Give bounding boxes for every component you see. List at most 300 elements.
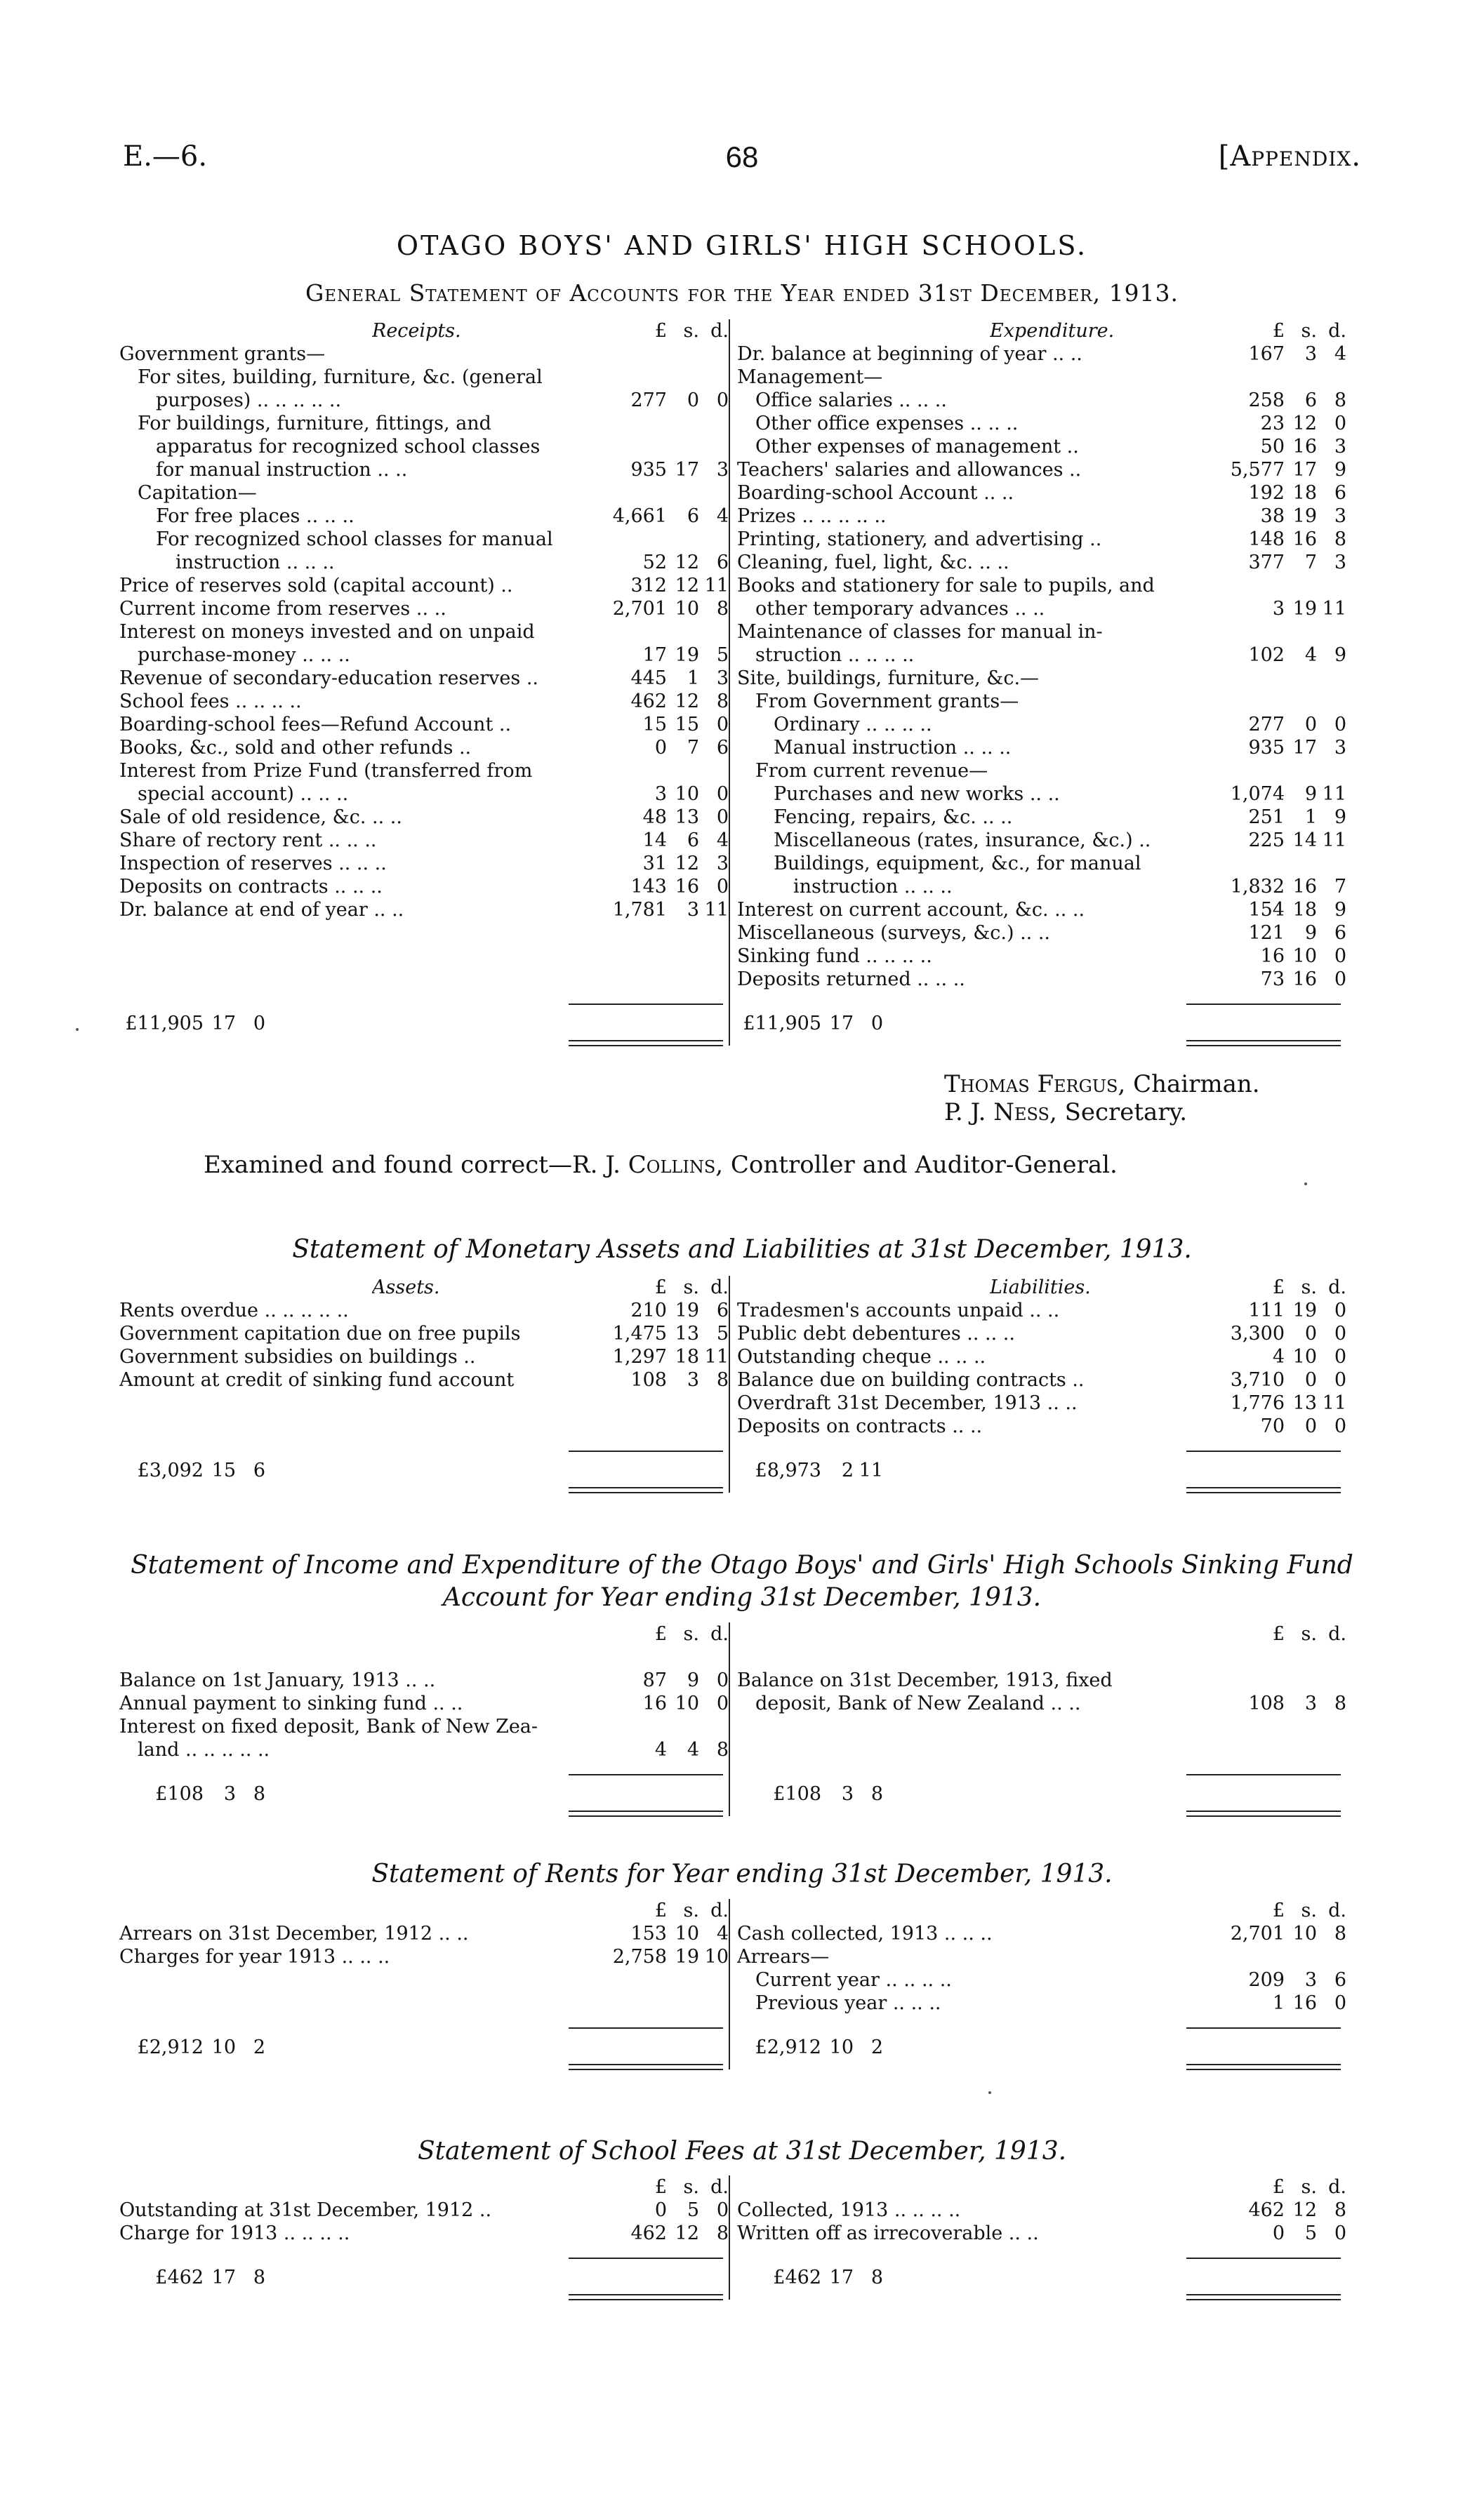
ledger-row bbox=[119, 875, 729, 898]
amount-pence: 8 bbox=[716, 2222, 729, 2244]
amount-pounds: 445 bbox=[630, 667, 667, 689]
amount-shillings: 6 bbox=[687, 505, 699, 527]
amount-shillings: 10 bbox=[211, 2036, 236, 2058]
amount bbox=[583, 2175, 729, 2199]
amount-pounds: 5,577 bbox=[1230, 459, 1285, 481]
ledger-row bbox=[737, 829, 1348, 852]
amount-pence: 11 bbox=[1322, 598, 1346, 620]
left-column-heading: Assets. bbox=[372, 1276, 440, 1298]
total-double-rule bbox=[569, 2294, 723, 2300]
amount-pence: d. bbox=[1328, 1900, 1346, 1921]
ledger-row bbox=[737, 898, 1348, 921]
amount-shillings: 12 bbox=[675, 575, 699, 596]
column-header-row bbox=[737, 1276, 1348, 1299]
amount-pounds: 4,661 bbox=[612, 505, 667, 527]
sinking-fund-table bbox=[119, 1622, 1355, 1826]
ledger-row bbox=[119, 829, 729, 852]
amount-pounds: 277 bbox=[1248, 714, 1285, 735]
amount-pounds: £ bbox=[1272, 320, 1285, 342]
row-label: Public debt debentures .. .. .. bbox=[737, 1323, 1015, 1345]
column-header-row bbox=[119, 1622, 729, 1646]
amount-shillings: 14 bbox=[1292, 829, 1317, 851]
general-statement-table bbox=[119, 319, 1355, 1063]
amount-shillings: 0 bbox=[1304, 1323, 1317, 1345]
amount-pounds: £ bbox=[654, 1276, 667, 1298]
amount bbox=[583, 782, 729, 806]
amount-pounds: 153 bbox=[630, 1923, 667, 1945]
row-label: Arrears on 31st December, 1912 .. .. bbox=[119, 1923, 469, 1945]
amount-pounds: £ bbox=[654, 2176, 667, 2198]
amount-pounds: 17 bbox=[642, 644, 667, 666]
amount-pounds: 48 bbox=[642, 806, 667, 828]
ledger-row bbox=[737, 2222, 1348, 2245]
school-fees-table bbox=[119, 2175, 1355, 2344]
row-label: purposes) .. .. .. .. .. bbox=[156, 389, 342, 411]
row-label: Cleaning, fuel, light, &c. .. .. bbox=[737, 552, 1009, 573]
row-label: Dr. balance at beginning of year .. .. bbox=[737, 343, 1082, 365]
amount-pence: d. bbox=[710, 320, 729, 342]
amount-shillings: 17 bbox=[211, 2267, 236, 2288]
row-label: Interest from Prize Fund (transferred from bbox=[119, 760, 533, 782]
amount-shillings: 3 bbox=[687, 899, 699, 921]
ledger-row bbox=[737, 806, 1348, 829]
row-label: Buildings, equipment, &c., for manual bbox=[774, 853, 1141, 874]
amount bbox=[1200, 713, 1346, 736]
amount-pounds: 209 bbox=[1248, 1969, 1285, 1991]
row-label: Rents overdue .. .. .. .. .. bbox=[119, 1300, 349, 1321]
amount-pounds: 50 bbox=[1260, 436, 1285, 458]
amount-pounds: 462 bbox=[630, 691, 667, 712]
left-total-row bbox=[119, 1459, 723, 1482]
row-label: Other expenses of management .. bbox=[755, 436, 1079, 458]
amount-pence: 0 bbox=[1334, 1300, 1346, 1321]
amount-pounds: 16 bbox=[642, 1693, 667, 1714]
ledger-row bbox=[737, 435, 1348, 458]
amount-pence: 4 bbox=[716, 1923, 729, 1945]
amount-pounds: 1,074 bbox=[1230, 783, 1285, 805]
amount-pence: 11 bbox=[704, 899, 729, 921]
amount bbox=[119, 1459, 265, 1482]
amount-pounds: 2,758 bbox=[612, 1946, 667, 1968]
amount-shillings: 19 bbox=[675, 1946, 699, 1968]
amount-shillings: 15 bbox=[675, 714, 699, 735]
row-label: Price of reserves sold (capital account) .. bbox=[119, 575, 513, 596]
ledger-row bbox=[737, 1669, 1348, 1692]
amount bbox=[119, 2036, 265, 2059]
amount bbox=[583, 875, 729, 898]
amount bbox=[119, 2266, 265, 2289]
amount bbox=[583, 551, 729, 574]
row-label: Balance due on building contracts .. bbox=[737, 1369, 1085, 1391]
amount-pence: 11 bbox=[859, 1460, 883, 1481]
amount-shillings: 17 bbox=[1292, 459, 1317, 481]
amount-pounds: 3,300 bbox=[1230, 1323, 1285, 1345]
amount bbox=[1200, 921, 1346, 945]
amount-pence: 3 bbox=[716, 853, 729, 874]
ledger-row bbox=[119, 435, 723, 458]
ledger-row bbox=[737, 1992, 1348, 2015]
total-double-rule bbox=[1186, 2064, 1341, 2070]
row-label: Previous year .. .. .. bbox=[755, 1992, 941, 2014]
amount-shillings: 1 bbox=[1304, 806, 1317, 828]
amount bbox=[583, 1276, 729, 1299]
amount-pence: 6 bbox=[1334, 922, 1346, 944]
total-double-rule bbox=[569, 1040, 723, 1046]
ledger-row bbox=[119, 782, 729, 806]
amount-pence: 8 bbox=[716, 1369, 729, 1391]
row-label: Capitation— bbox=[138, 482, 257, 504]
amount-pounds: 462 bbox=[630, 2222, 667, 2244]
row-label: for manual instruction .. .. bbox=[156, 459, 408, 481]
ledger-row bbox=[737, 366, 1348, 389]
amount-pounds: £ bbox=[1272, 1276, 1285, 1298]
left-column bbox=[119, 1276, 729, 1392]
amount-shillings: 10 bbox=[675, 783, 699, 805]
amount bbox=[583, 898, 729, 921]
left-column bbox=[119, 1622, 729, 1761]
right-total-row bbox=[737, 1459, 1341, 1482]
total-rule bbox=[569, 1774, 723, 1778]
amount-pence: 0 bbox=[716, 2199, 729, 2221]
column-header-row bbox=[737, 319, 1348, 342]
total-double-rule bbox=[1186, 2294, 1341, 2300]
amount-pounds: £8,973 bbox=[755, 1460, 821, 1481]
row-label: Collected, 1913 .. .. .. .. bbox=[737, 2199, 961, 2221]
amount-pence: 8 bbox=[1334, 2199, 1346, 2221]
amount-pence: 10 bbox=[704, 1946, 729, 1968]
amount-pounds: 377 bbox=[1248, 552, 1285, 573]
row-label: Deposits on contracts .. .. .. bbox=[119, 876, 383, 898]
amount-shillings: 9 bbox=[1304, 922, 1317, 944]
ledger-row bbox=[119, 1299, 729, 1322]
amount-shillings: 10 bbox=[675, 598, 699, 620]
amount-shillings: 19 bbox=[1292, 505, 1317, 527]
total-rule bbox=[1186, 1451, 1341, 1454]
amount bbox=[583, 1669, 729, 1692]
spacer-row bbox=[737, 1646, 1348, 1669]
amount-shillings: s. bbox=[1301, 2176, 1317, 2198]
amount-pence: 8 bbox=[1334, 1693, 1346, 1714]
right-total-row bbox=[737, 2266, 1341, 2289]
amount-pounds: 1 bbox=[1272, 1992, 1285, 2014]
amount bbox=[1200, 806, 1346, 829]
amount-pounds: 1,297 bbox=[612, 1346, 667, 1368]
ledger-row bbox=[737, 667, 1348, 690]
amount bbox=[583, 1345, 729, 1368]
amount-pence: d. bbox=[1328, 2176, 1346, 2198]
ledger-row bbox=[119, 505, 729, 528]
row-label: Miscellaneous (rates, insurance, &c.) .. bbox=[774, 829, 1151, 851]
ledger-row bbox=[119, 412, 723, 435]
left-total-row bbox=[119, 2036, 723, 2059]
ledger-row bbox=[119, 713, 729, 736]
amount-shillings: 18 bbox=[1292, 899, 1317, 921]
amount bbox=[583, 736, 729, 759]
ledger-row bbox=[737, 505, 1348, 528]
column-divider bbox=[729, 2175, 730, 2300]
amount-shillings: 10 bbox=[675, 1923, 699, 1945]
amount bbox=[583, 319, 729, 342]
total-double-rule bbox=[1186, 1811, 1341, 1817]
row-label: For buildings, furniture, fittings, and bbox=[138, 413, 491, 434]
amount-shillings: s. bbox=[1301, 320, 1317, 342]
amount-shillings: 10 bbox=[675, 1693, 699, 1714]
right-column bbox=[737, 1622, 1348, 1715]
row-label: Interest on moneys invested and on unpaid bbox=[119, 621, 535, 643]
page-number: 68 bbox=[725, 140, 759, 173]
column-header-row bbox=[119, 1899, 729, 1922]
row-label: From current revenue— bbox=[755, 760, 988, 782]
ledger-row bbox=[119, 1738, 729, 1761]
amount-shillings: 9 bbox=[687, 1669, 699, 1691]
series-reference: E.—6. bbox=[123, 140, 208, 173]
amount-pounds: 23 bbox=[1260, 413, 1285, 434]
ledger-row bbox=[119, 481, 723, 505]
amount-pounds: 14 bbox=[642, 829, 667, 851]
amount bbox=[583, 1899, 729, 1922]
amount-pounds: 1,781 bbox=[612, 899, 667, 921]
secretary-signature: P. J. Ness, Secretary. bbox=[944, 1098, 1188, 1126]
amount-pence: 0 bbox=[1334, 1369, 1346, 1391]
amount-pounds: 2,701 bbox=[1230, 1923, 1285, 1945]
row-label: Other office expenses .. .. .. bbox=[755, 413, 1019, 434]
amount-shillings: 3 bbox=[1304, 1969, 1317, 1991]
amount-pence: d. bbox=[710, 1623, 729, 1645]
amount-pence: 6 bbox=[253, 1460, 265, 1481]
school-fees-title: Statement of School Fees at 31st December, 1913. bbox=[417, 2137, 1067, 2166]
ledger-row bbox=[737, 852, 1348, 875]
row-label: Deposits on contracts .. .. bbox=[737, 1415, 983, 1437]
row-label: Books and stationery for sale to pupils, and bbox=[737, 575, 1155, 596]
amount-pence: d. bbox=[710, 1276, 729, 1298]
ledger-row bbox=[119, 806, 729, 829]
ledger-row bbox=[119, 342, 723, 366]
row-label: Charge for 1913 .. .. .. .. bbox=[119, 2222, 350, 2244]
amount bbox=[1200, 736, 1346, 759]
ledger-row bbox=[737, 875, 1348, 898]
amount-pounds: 258 bbox=[1248, 389, 1285, 411]
amount-pence: 0 bbox=[716, 806, 729, 828]
amount bbox=[119, 1012, 265, 1035]
amount bbox=[583, 1622, 729, 1646]
amount-pounds: 935 bbox=[1248, 737, 1285, 759]
ledger-row bbox=[737, 759, 1348, 782]
spacer-row bbox=[119, 1646, 723, 1669]
row-label: Annual payment to sinking fund .. .. bbox=[119, 1693, 463, 1714]
amount-pence: 6 bbox=[716, 1300, 729, 1321]
amount bbox=[583, 1692, 729, 1715]
amount-shillings: 4 bbox=[687, 1739, 699, 1761]
amount-pounds: 3 bbox=[1272, 598, 1285, 620]
amount-pence: 4 bbox=[1334, 343, 1346, 365]
amount bbox=[1200, 1922, 1346, 1945]
amount-shillings: 6 bbox=[1304, 389, 1317, 411]
row-label: Inspection of reserves .. .. .. bbox=[119, 853, 387, 874]
amount-shillings: 10 bbox=[829, 2036, 854, 2058]
ledger-row bbox=[737, 342, 1348, 366]
amount bbox=[1200, 875, 1346, 898]
amount-shillings: 3 bbox=[223, 1783, 236, 1805]
amount bbox=[583, 1299, 729, 1322]
column-divider bbox=[729, 1276, 730, 1493]
row-label: Printing, stationery, and advertising .. bbox=[737, 528, 1102, 550]
row-label: Outstanding cheque .. .. .. bbox=[737, 1346, 986, 1368]
amount bbox=[583, 713, 729, 736]
left-column bbox=[119, 1899, 729, 1968]
amount-pounds: £2,912 bbox=[137, 2036, 204, 2058]
ledger-row bbox=[737, 1692, 1348, 1715]
ledger-row bbox=[119, 690, 729, 713]
total-rule bbox=[569, 1451, 723, 1454]
amount-shillings: 19 bbox=[675, 1300, 699, 1321]
amount-shillings: 17 bbox=[211, 1013, 236, 1034]
amount-pence: 3 bbox=[1334, 436, 1346, 458]
amount bbox=[583, 852, 729, 875]
row-label: Balance on 1st January, 1913 .. .. bbox=[119, 1669, 436, 1691]
total-double-rule bbox=[1186, 1487, 1341, 1493]
ledger-row bbox=[737, 921, 1348, 945]
ledger-row bbox=[737, 1922, 1348, 1945]
amount-pounds: 2,701 bbox=[612, 598, 667, 620]
amount-pence: 8 bbox=[870, 2267, 883, 2288]
amount-pence: 6 bbox=[1334, 482, 1346, 504]
total-rule bbox=[1186, 2027, 1341, 2031]
amount-pence: 3 bbox=[716, 667, 729, 689]
amount-shillings: 12 bbox=[1292, 413, 1317, 434]
amount bbox=[737, 1012, 883, 1035]
ledger-row bbox=[737, 713, 1348, 736]
amount bbox=[1200, 1345, 1346, 1368]
ledger-row bbox=[737, 551, 1348, 574]
row-label: Balance on 31st December, 1913, fixed bbox=[737, 1669, 1113, 1691]
amount-pounds: £11,905 bbox=[743, 1013, 821, 1034]
amount-shillings: 2 bbox=[841, 1460, 854, 1481]
row-label: special account) .. .. .. bbox=[138, 783, 349, 805]
row-label: land .. .. .. .. .. bbox=[138, 1739, 270, 1761]
column-header-row bbox=[737, 2175, 1348, 2199]
total-rule bbox=[569, 1004, 723, 1007]
ledger-row bbox=[119, 667, 729, 690]
amount-pence: 8 bbox=[253, 1783, 265, 1805]
row-label: Books, &c., sold and other refunds .. bbox=[119, 737, 472, 759]
ledger-row bbox=[119, 551, 729, 574]
amount-pence: 8 bbox=[870, 1783, 883, 1805]
amount-shillings: 16 bbox=[1292, 876, 1317, 898]
row-label: Current income from reserves .. .. bbox=[119, 598, 446, 620]
amount bbox=[1200, 1276, 1346, 1299]
amount-pounds: 277 bbox=[630, 389, 667, 411]
row-label: other temporary advances .. .. bbox=[755, 598, 1045, 620]
amount-pounds: £ bbox=[1272, 1900, 1285, 1921]
amount-pence: 8 bbox=[253, 2267, 265, 2288]
amount-shillings: 7 bbox=[1304, 552, 1317, 573]
ledger-row bbox=[737, 1945, 1348, 1968]
column-header-row bbox=[737, 1622, 1348, 1646]
ledger-row bbox=[737, 458, 1348, 481]
amount-pounds: 73 bbox=[1260, 968, 1285, 990]
ledger-row bbox=[119, 2222, 729, 2245]
amount-pence: d. bbox=[710, 1900, 729, 1921]
amount-pence: 0 bbox=[716, 389, 729, 411]
amount-shillings: 6 bbox=[687, 829, 699, 851]
amount bbox=[583, 667, 729, 690]
column-header-row bbox=[119, 1276, 729, 1299]
amount bbox=[583, 1738, 729, 1761]
amount-pounds: 143 bbox=[630, 876, 667, 898]
amount bbox=[583, 597, 729, 620]
amount-pence: 0 bbox=[716, 783, 729, 805]
ledger-row bbox=[737, 1368, 1348, 1392]
sinking-fund-title-line1: Statement of Income and Expenditure of the Otago Boys' and Girls' High Schools Sinking Fund bbox=[131, 1551, 1353, 1580]
amount bbox=[737, 1782, 883, 1806]
ledger-row bbox=[737, 389, 1348, 412]
right-total-row bbox=[737, 1012, 1341, 1035]
ledger-row bbox=[119, 366, 723, 389]
right-column-heading: Expenditure. bbox=[990, 320, 1115, 342]
right-total-row bbox=[737, 2036, 1341, 2059]
amount bbox=[1200, 1368, 1346, 1392]
amount-pounds: £ bbox=[654, 1900, 667, 1921]
amount-pence: d. bbox=[1328, 1276, 1346, 1298]
row-label: purchase-money .. .. .. bbox=[138, 644, 350, 666]
amount-pence: 0 bbox=[1334, 945, 1346, 967]
amount-pence: 11 bbox=[704, 1346, 729, 1368]
amount bbox=[583, 829, 729, 852]
amount bbox=[1200, 458, 1346, 481]
ledger-row bbox=[119, 1945, 729, 1968]
row-label: From Government grants— bbox=[755, 691, 1019, 712]
amount-shillings: 12 bbox=[675, 853, 699, 874]
amount-pence: 3 bbox=[716, 459, 729, 481]
ledger-row bbox=[737, 736, 1348, 759]
amount-pence: 3 bbox=[1334, 737, 1346, 759]
amount-pounds: 31 bbox=[642, 853, 667, 874]
amount-pence: 9 bbox=[1334, 644, 1346, 666]
ledger-row bbox=[737, 1415, 1348, 1438]
amount bbox=[1200, 1415, 1346, 1438]
amount-pounds: £ bbox=[1272, 2176, 1285, 2198]
amount-pence: 0 bbox=[1334, 1415, 1346, 1437]
amount-pounds: 462 bbox=[1248, 2199, 1285, 2221]
amount-pence: 0 bbox=[1334, 1323, 1346, 1345]
amount-shillings: 12 bbox=[675, 2222, 699, 2244]
amount-pence: 4 bbox=[716, 829, 729, 851]
amount-pence: 8 bbox=[716, 598, 729, 620]
amount bbox=[583, 1922, 729, 1945]
amount-pence: 0 bbox=[1334, 413, 1346, 434]
amount bbox=[1200, 829, 1346, 852]
section-label: [Appendix. bbox=[1218, 140, 1361, 173]
amount-pence: 11 bbox=[1322, 783, 1346, 805]
amount bbox=[583, 2199, 729, 2222]
amount bbox=[1200, 2199, 1346, 2222]
row-label: Current year .. .. .. .. bbox=[755, 1969, 952, 1991]
row-label: Amount at credit of sinking fund account bbox=[119, 1369, 515, 1391]
amount-shillings: 7 bbox=[687, 737, 699, 759]
amount-pounds: 15 bbox=[642, 714, 667, 735]
ledger-row bbox=[737, 1322, 1348, 1345]
amount-pounds: £108 bbox=[155, 1783, 204, 1805]
ledger-row bbox=[737, 481, 1348, 505]
total-rule bbox=[1186, 2258, 1341, 2261]
ledger-row bbox=[119, 736, 729, 759]
left-column bbox=[119, 2175, 729, 2245]
row-label: Dr. balance at end of year .. .. bbox=[119, 899, 404, 921]
row-label: Prizes .. .. .. .. .. bbox=[737, 505, 887, 527]
amount-shillings: 15 bbox=[211, 1460, 236, 1481]
row-label: Boarding-school fees—Refund Account .. bbox=[119, 714, 512, 735]
row-label: Overdraft 31st December, 1913 .. .. bbox=[737, 1392, 1078, 1414]
